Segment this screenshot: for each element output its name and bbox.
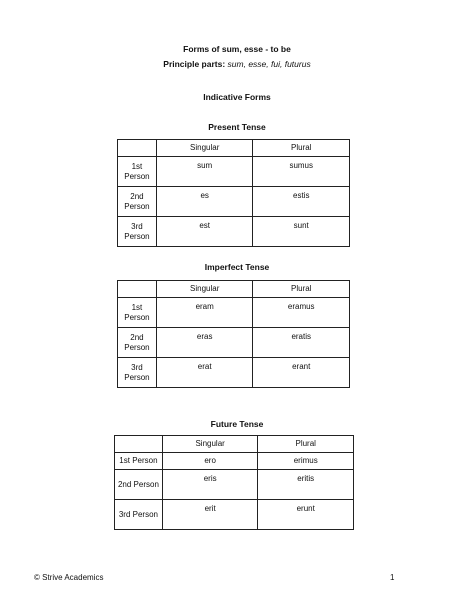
person-cell: 3rd Person <box>115 500 163 530</box>
footer-copyright: © Strive Academics <box>34 573 104 582</box>
principle-parts-label: Principle parts: <box>163 59 226 69</box>
table-header-row <box>115 436 354 453</box>
header-empty <box>118 281 157 298</box>
table-row <box>118 358 350 388</box>
person-cell: 3rd Person <box>118 217 157 247</box>
person-cell: 3rd Person <box>118 358 157 388</box>
singular-cell: sum <box>156 157 253 187</box>
plural-cell: erunt <box>258 500 354 530</box>
plural-cell: sunt <box>253 217 350 247</box>
plural-cell: erimus <box>258 453 354 470</box>
singular-cell: es <box>156 187 253 217</box>
singular-cell: ero <box>162 453 258 470</box>
section-heading: Indicative Forms <box>203 92 271 102</box>
header-singular: Singular <box>156 140 253 157</box>
plural-cell: eratis <box>253 328 350 358</box>
table-header-row <box>118 281 350 298</box>
principle-parts <box>0 59 474 70</box>
footer-page-number: 1 <box>390 573 395 582</box>
person-cell: 2nd Person <box>118 328 157 358</box>
singular-cell: eris <box>162 470 258 500</box>
imperfect-tense-heading: Imperfect Tense <box>204 262 270 272</box>
header-singular: Singular <box>162 436 258 453</box>
table-row <box>115 453 354 470</box>
principle-parts-value: sum, esse, fui, futurus <box>227 59 311 69</box>
header-singular: Singular <box>156 281 253 298</box>
table-row <box>118 187 350 217</box>
plural-cell: eramus <box>253 298 350 328</box>
future-tense-table <box>114 435 354 530</box>
singular-cell: eram <box>156 298 253 328</box>
table-row <box>115 500 354 530</box>
table-row <box>118 157 350 187</box>
table-row <box>118 217 350 247</box>
plural-cell: sumus <box>253 157 350 187</box>
present-tense-table <box>117 139 350 247</box>
present-tense-heading: Present Tense <box>208 122 266 132</box>
singular-cell: est <box>156 217 253 247</box>
header-plural: Plural <box>253 281 350 298</box>
plural-cell: erant <box>253 358 350 388</box>
person-cell: 1st Person <box>115 453 163 470</box>
person-cell: 2nd Person <box>118 187 157 217</box>
table-row <box>115 470 354 500</box>
table-header-row <box>118 140 350 157</box>
page-title: Forms of sum, esse - to be <box>183 44 291 54</box>
singular-cell: erit <box>162 500 258 530</box>
header-plural: Plural <box>253 140 350 157</box>
imperfect-tense-table <box>117 280 350 388</box>
header-empty <box>115 436 163 453</box>
future-tense-heading: Future Tense <box>210 419 264 429</box>
plural-cell: eritis <box>258 470 354 500</box>
person-cell: 2nd Person <box>115 470 163 500</box>
header-plural: Plural <box>258 436 354 453</box>
header-empty <box>118 140 157 157</box>
person-cell: 1st Person <box>118 298 157 328</box>
singular-cell: erat <box>156 358 253 388</box>
plural-cell: estis <box>253 187 350 217</box>
singular-cell: eras <box>156 328 253 358</box>
person-cell: 1st Person <box>118 157 157 187</box>
table-row <box>118 298 350 328</box>
table-row <box>118 328 350 358</box>
